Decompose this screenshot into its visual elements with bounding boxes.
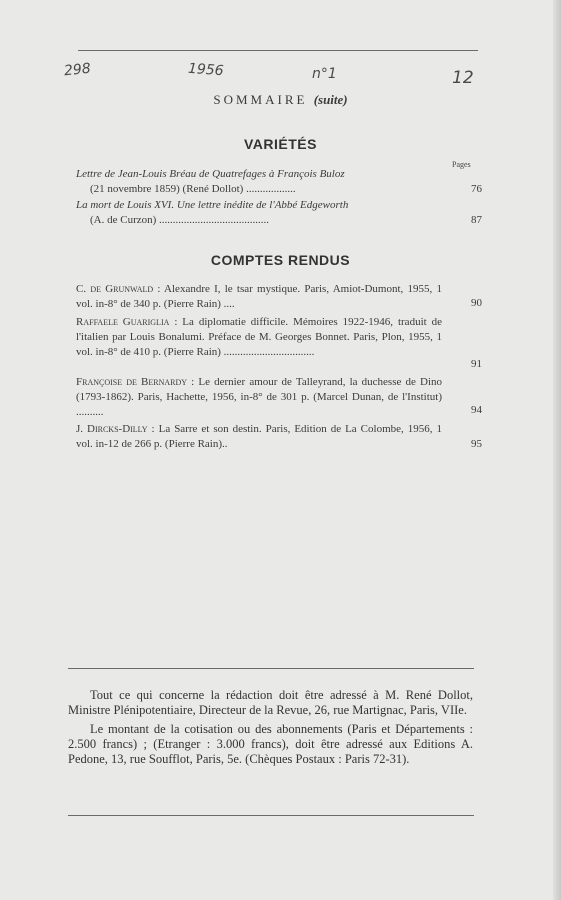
entry-detail: (A. de Curzon) ........................................ [90, 214, 270, 226]
section-title-varietes: VARIÉTÉS [244, 136, 317, 152]
entry-author: J. Dircks-Dilly [76, 423, 148, 435]
review-entry [76, 375, 442, 420]
page-number: 91 [471, 358, 482, 370]
page-number: 76 [471, 183, 482, 195]
title-text: SOMMAIRE [213, 92, 308, 107]
entry-title: La mort de Louis XVI. Une lettre inédite de l'Abbé Edgeworth [76, 199, 349, 211]
entry-author: Raffaele Guariglia [76, 316, 170, 328]
handwritten-right: 12 [452, 68, 474, 88]
entry-text: : La Sarre et son destin. Paris, Edition de La Colombe, 1956, 1 vol. in-12 de 266 p. (Pierre Rain).. [76, 423, 442, 450]
entry-detail: (21 novembre 1859) (René Dollot) .................. [90, 183, 296, 195]
handwritten-year: 1956 [187, 60, 225, 80]
entry-text: : Alexandre I, le tsar mystique. Paris, Amiot-Dumont, 1955, 1 vol. in-8° de 340 p. (Pierre Rain) .... [76, 283, 442, 310]
toc-entry [76, 198, 446, 228]
section-title-comptes-rendus: COMPTES RENDUS [210, 252, 351, 268]
review-entry [76, 315, 442, 360]
entry-author: C. de Grunwald [76, 283, 154, 295]
entry-text: : La diplomatie difficile. Mémoires 1922-1946, traduit de l'italien par Louis Bonalumi. Préface de M. Georges Bonnet. Paris, Plon, 1955, 1 vol. in-8° de 410 p. (Pierre Rain) ................................. [76, 316, 442, 358]
page-title [0, 92, 561, 108]
review-entry [76, 422, 442, 452]
footer-paragraph-editorial: Tout ce qui concerne la rédaction doit être adressé à M. René Dollot, Ministre Plénipotentiaire, Directeur de la Revue, 26, rue Martignac, Paris, VIIe. [68, 688, 473, 717]
pages-column-header: Pages [452, 160, 471, 169]
entry-title: Lettre de Jean-Louis Bréau de Quatrefages à François Buloz [76, 168, 345, 180]
footer-top-rule [68, 668, 474, 669]
footer-notice [68, 688, 473, 767]
page-number: 94 [471, 404, 482, 416]
page-number: 87 [471, 214, 482, 226]
top-rule [78, 50, 478, 51]
entry-author: Françoise de Bernardy [76, 376, 188, 388]
handwritten-left: 298 [63, 60, 92, 80]
footer-paragraph-subscription: Le montant de la cotisation ou des abonnements (Paris et Départements : 2.500 francs) ; (Etranger : 3.000 francs), doit être adressé aux Editions A. Pedone, 13, rue Soufflot, Paris, 5e. (Chèques Postaux : Paris 72-31). [68, 722, 473, 766]
entry-text: : Le dernier amour de Talleyrand, la duchesse de Dino (1793-1862). Paris, Hachette, 1956, in-8° de 301 p. (Marcel Dunan, de l'Institut) .......... [76, 376, 443, 418]
review-entry [76, 282, 442, 312]
toc-entry [76, 167, 446, 197]
page-edge [553, 0, 561, 900]
page-number: 95 [471, 438, 482, 450]
handwritten-number: n°1 [312, 66, 337, 82]
page-number: 90 [471, 297, 482, 309]
footer-bottom-rule [68, 815, 474, 816]
title-suffix: (suite) [313, 92, 348, 107]
